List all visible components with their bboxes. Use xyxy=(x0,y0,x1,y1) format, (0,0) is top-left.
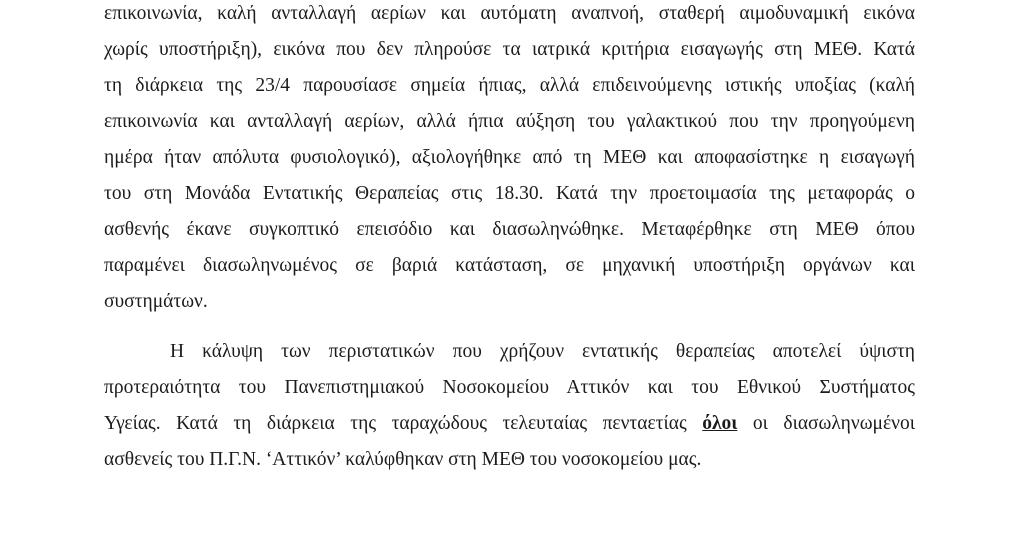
paragraph-1-line-2: χωρίς υποστήριξη), εικόνα που δεν πληρούσε τα ιατρικά κριτήρια εισαγωγής στη ΜΕΘ. Κατά xyxy=(104,39,915,60)
paragraph-1-line-9: συστημάτων. xyxy=(104,291,208,312)
paragraph-1-line-5: ημέρα ήταν απόλυτα φυσιολογικό), αξιολογήθηκε από τη ΜΕΘ και αποφασίστηκε η εισαγωγή xyxy=(104,147,915,168)
paragraph-1-line-1: επικοινωνία, καλή ανταλλαγή αερίων και αυτόματη αναπνοή, σταθερή αιμοδυναμική εικόνα xyxy=(104,3,915,24)
paragraph-2-line-3-start: Υγείας. Κατά τη διάρκεια της ταραχώδους τελευταίας πενταετίας xyxy=(104,413,703,434)
paragraph-2-line-3-end: οι διασωληνωμένοι xyxy=(737,413,915,434)
paragraph-1-line-6: του στη Μονάδα Εντατικής Θεραπείας στις 18.30. Κατά την προετοιμασία της μεταφοράς ο xyxy=(104,183,915,204)
paragraph-1-line-3: τη διάρκεια της 23/4 παρουσίασε σημεία ήπιας, αλλά επιδεινούμενης ιστικής υποξίας (καλή xyxy=(104,75,915,96)
paragraph-2-line-3 xyxy=(104,412,915,436)
paragraph-1-line-4: επικοινωνία και ανταλλαγή αερίων, αλλά ήπια αύξηση του γαλακτικού που την προηγούμενη xyxy=(104,111,915,132)
emphasized-word: όλοι xyxy=(702,413,738,434)
paragraph-2-line-2: προτεραιότητα του Πανεπιστημιακού Νοσοκομείου Αττικόν και του Εθνικού Συστήματος xyxy=(104,377,915,398)
paragraph-1-line-8: παραμένει διασωληνωμένος σε βαριά κατάσταση, σε μηχανική υποστήριξη οργάνων και xyxy=(104,255,915,276)
paragraph-2-line-4: ασθενείς του Π.Γ.Ν. ‘Αττικόν’ καλύφθηκαν στη ΜΕΘ του νοσοκομείου μας. xyxy=(104,449,702,470)
paragraph-2-line-1: Η κάλυψη των περιστατικών που χρήζουν εντατικής θεραπείας αποτελεί ύψιστη xyxy=(170,341,915,362)
paragraph-1-line-7: ασθενής έκανε συγκοπτικό επεισόδιο και διασωληνώθηκε. Μεταφέρθηκε στη ΜΕΘ όπου xyxy=(104,219,915,240)
